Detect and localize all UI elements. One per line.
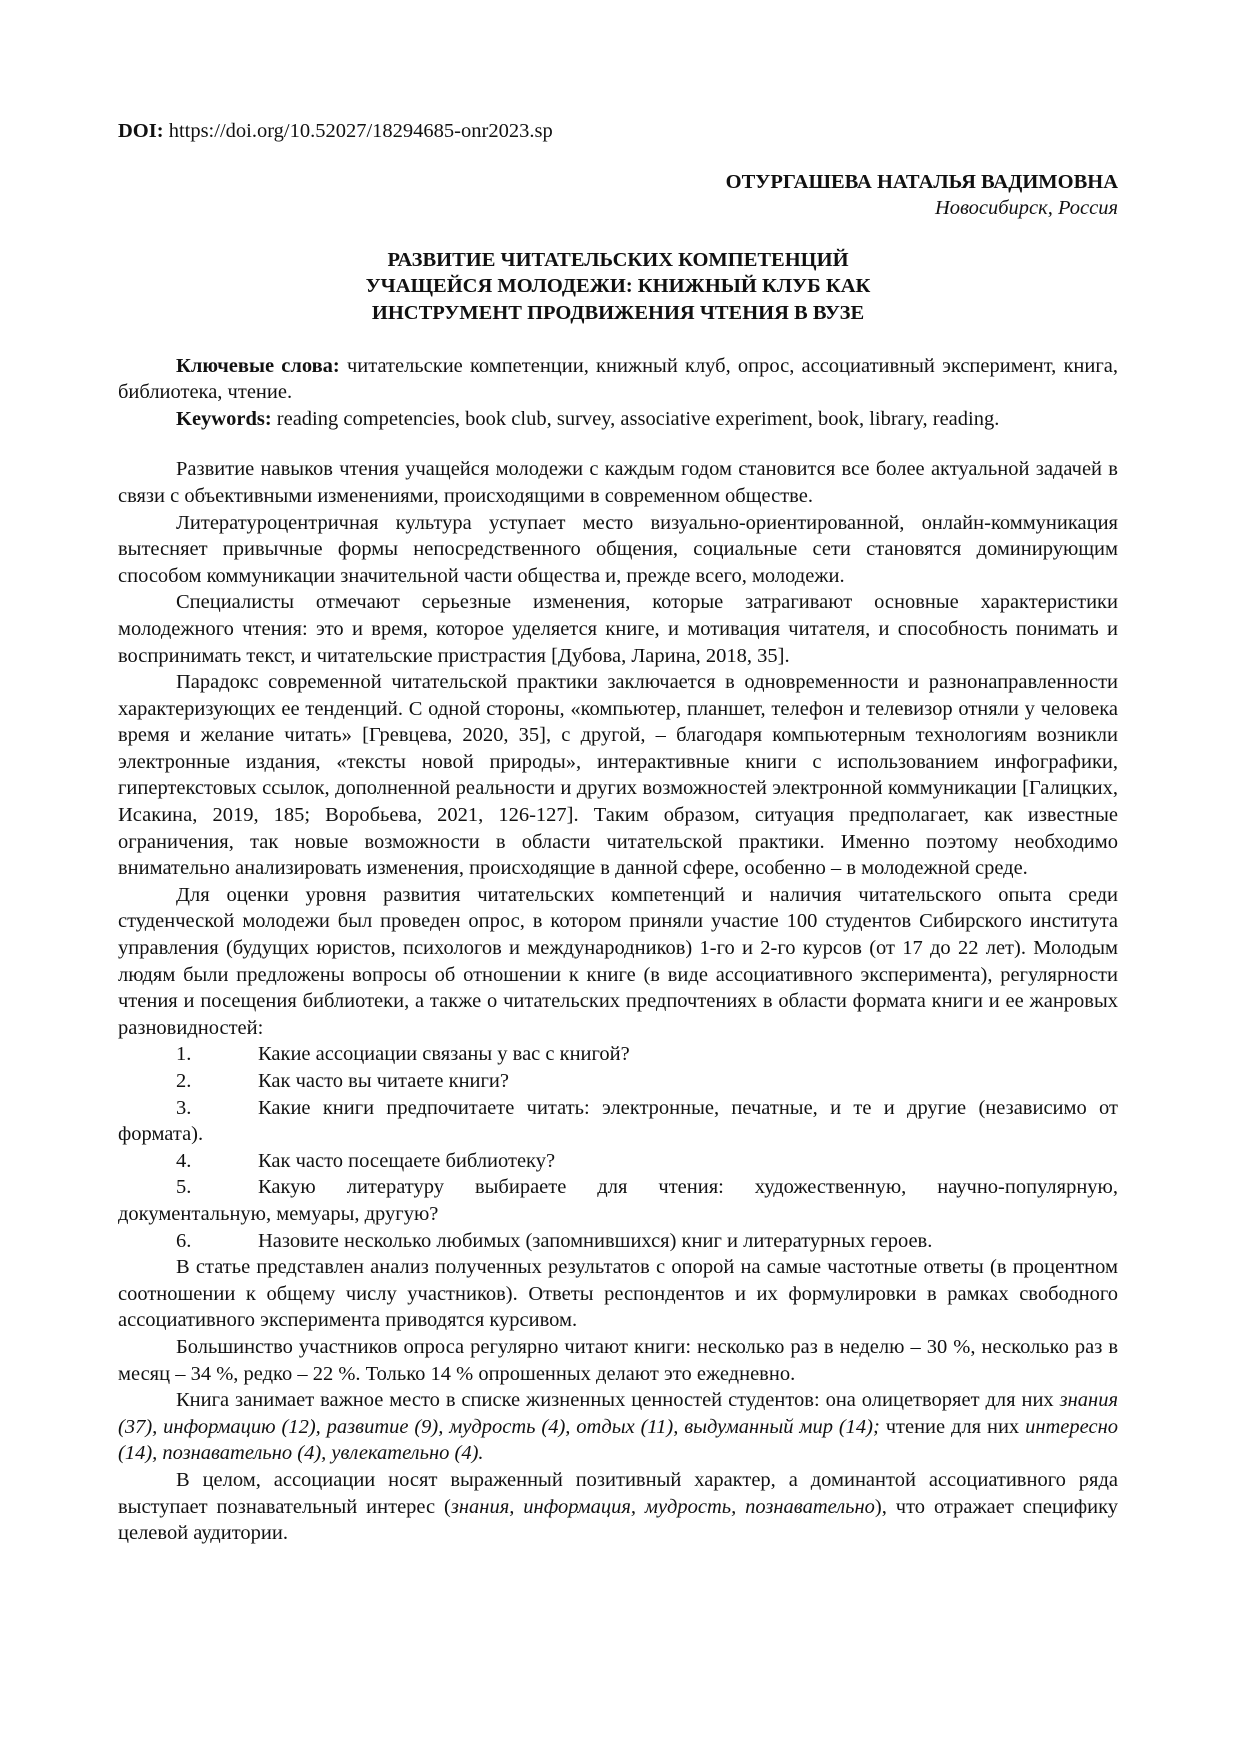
keywords-en-label: Keywords: — [176, 407, 272, 430]
title-line-3: ИНСТРУМЕНТ ПРОДВИЖЕНИЯ ЧТЕНИЯ В ВУЗЕ — [371, 301, 865, 324]
question-number: 3. — [176, 1096, 192, 1119]
paragraph-8-italic-a: знания (37), информацию (12), развитие (9), мудрость (4), отдых (11), выдуманный мир (14); — [118, 1389, 1118, 1438]
paragraph-9-text-b: ), что отражает специфику целевой аудитории. — [118, 1495, 1119, 1545]
question-item — [118, 1228, 1118, 1255]
paragraph-7: Большинство участников опроса регулярно читают книги: несколько раз в неделю – 30 %, несколько раз в месяц – 34 %, редко – 22 %. Только 14 % опрошенных делают это ежедневно. — [118, 1335, 1118, 1385]
keywords-ru-label: Ключевые слова: — [176, 354, 340, 377]
author-block — [118, 169, 1118, 222]
title-line-1: РАЗВИТИЕ ЧИТАТЕЛЬСКИХ КОМПЕТЕНЦИЙ — [387, 248, 849, 271]
question-number: 6. — [176, 1229, 192, 1252]
keywords-ru — [118, 353, 1118, 406]
question-item — [118, 1174, 1118, 1227]
paragraph-3: Специалисты отмечают серьезные изменения, которые затрагивают основные характеристики молодежного чтения: это и время, которое уделяется книге, и мотивация читателя, и способность понимать и воспринимать текст, и читательские пристрастия [Дубова, Ларина, 2018, 35]. — [118, 591, 1118, 667]
author-location: Новосибирск, Россия — [934, 197, 1118, 220]
doi-line — [118, 118, 1118, 145]
paragraph-9-text-a: В целом, ассоциации носят выраженный позитивный характер, а доминантой ассоциативного ряда выступает познавательный интерес ( — [118, 1468, 1118, 1518]
question-item — [118, 1041, 1118, 1068]
document-page — [118, 118, 1118, 1547]
question-number: 4. — [176, 1149, 192, 1172]
question-text: Как часто вы читаете книги? — [258, 1070, 509, 1092]
paragraph-8-italic-b: интересно (14), познавательно (4), увлекательно (4). — [118, 1415, 1118, 1465]
question-text: Какую литературу выбираете для чтения: художественную, научно-популярную, документальную, мемуары, другую? — [118, 1176, 1118, 1225]
question-text: Какие ассоциации связаны у вас с книгой? — [258, 1043, 630, 1066]
question-number: 5. — [176, 1176, 192, 1199]
paragraph-5: Для оценки уровня развития читательских компетенций и наличия читательского опыта среди студенческой молодежи был проведен опрос, в котором приняли участие 100 студентов Сибирского института управления (будущих юристов, психологов и международников) 1-го и 2-го курсов (от 17 до 22 лет). Молодым людям были предложены вопросы об отношении к книге (в виде ассоциативного эксперимента), регулярности чтения и посещения библиотеки, а также о читательских предпочтениях в области формата книги и ее жанровых разновидностей: — [118, 883, 1118, 1039]
article-body — [118, 456, 1118, 1546]
title-line-2: УЧАЩЕЙСЯ МОЛОДЕЖИ: КНИЖНЫЙ КЛУБ КАК — [365, 275, 871, 298]
paragraph-9 — [118, 1467, 1118, 1547]
doi-link[interactable]: https://doi.org/10.52027/18294685-onr2023.sp — [168, 120, 553, 142]
paragraph-6: В статье представлен анализ полученных результатов с опорой на самые частотные ответы (в процентном соотношении к общему числу участников). Ответы респондентов и их формулировки в рамках свободного ассоциативного эксперимента приводятся курсивом. — [118, 1256, 1118, 1332]
question-item — [118, 1148, 1118, 1175]
paragraph-4: Парадокс современной читательской практики заключается в одновременности и разнонаправленности характеризующих ее тенденций. С одной стороны, «компьютер, планшет, телефон и телевизор отняли у человека время и желание читать» [Гревцева, 2020, 35], с другой, – благодаря компьютерным технологиям возникли электронные издания, «тексты новой природы», интерактивные книги с использованием инфографики, гипертекстовых ссылок, дополненной реальности и других возможностей электронной коммуникации [Галицких, Исакина, 2019, 185; Воробьева, 2021, 126-127]. Таким образом, ситуация предполагает, как известные ограничения, так новые возможности в области читательской практики. Именно поэтому необходимо внимательно анализировать изменения, происходящие в данной сфере, особенно – в молодежной среде. — [118, 671, 1118, 880]
question-number: 2. — [176, 1070, 192, 1092]
paragraph-8-text-b: чтение для них — [885, 1415, 1020, 1438]
question-text: Как часто посещаете библиотеку? — [258, 1149, 556, 1172]
paragraph-8 — [118, 1387, 1118, 1467]
question-text: Какие книги предпочитаете читать: электронные, печатные, и те и другие (независимо от формата). — [118, 1096, 1118, 1146]
paragraph-2: Литературоцентричная культура уступает место визуально-ориентированной, онлайн-коммуникация вытесняет привычные формы непосредственного общения, социальные сети становятся доминирующим способом коммуникации значительной части общества и, прежде всего, молодежи. — [118, 511, 1118, 587]
paragraph-1: Развитие навыков чтения учащейся молодежи с каждым годом становится все более актуальной задачей в связи с объективными изменениями, происходящими в современном обществе. — [118, 458, 1118, 507]
article-title — [118, 247, 1118, 327]
paragraph-8-text-a: Книга занимает важное место в списке жизненных ценностей студентов: она олицетворяет для них — [176, 1389, 1054, 1412]
question-number: 1. — [176, 1043, 192, 1066]
question-item — [118, 1068, 1118, 1095]
author-name: ОТУРГАШЕВА НАТАЛЬЯ ВАДИМОВНА — [725, 170, 1118, 193]
question-item — [118, 1095, 1118, 1148]
keywords-en-text: reading competencies, book club, survey, associative experiment, book, library, reading. — [276, 407, 1000, 430]
doi-label: DOI: — [118, 120, 164, 142]
paragraph-9-italic: знания, информация, мудрость, познавательно — [450, 1495, 875, 1518]
question-text: Назовите несколько любимых (запомнившихся) книг и литературных героев. — [258, 1229, 933, 1252]
keywords-section — [118, 353, 1118, 433]
keywords-ru-text: читательские компетенции, книжный клуб, опрос, ассоциативный эксперимент, книга, библиотека, чтение. — [118, 354, 1119, 404]
keywords-en — [118, 406, 1118, 433]
